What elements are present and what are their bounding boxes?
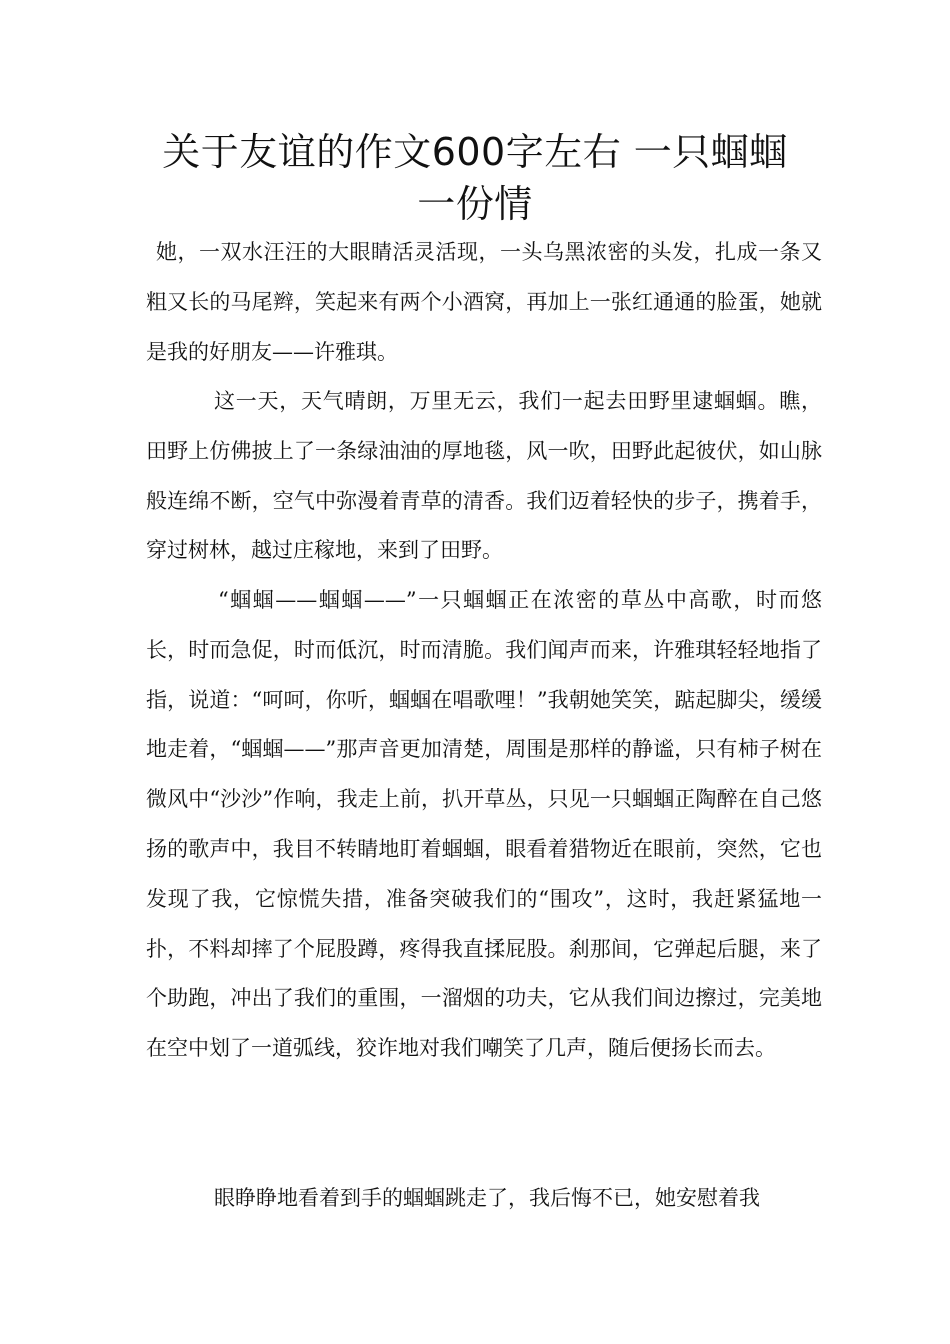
document-title-line1: 关于友谊的作文600字左右 一只蝈蝈 <box>162 130 788 174</box>
document-title-line2: 一份情 <box>417 182 533 226</box>
paragraph-4: 眼睁睁地看着到手的蝈蝈跳走了，我后悔不已，她安慰着我 <box>214 1186 760 1210</box>
paragraph-2: 这一天，天气晴朗，万里无云，我们一起去田野里逮蝈蝈。瞧，田野上仿佛披上了一条绿油油的厚地毯，风一吹，田野此起彼伏，如山脉般连绵不断，空气中弥漫着青草的清香。我们迈着轻快的步子，携着手，穿过树林，越过庄稼地，来到了田野。 <box>146 389 822 563</box>
paragraph-3: “蝈蝈——蝈蝈——”一只蝈蝈正在浓密的草丛中高歌，时而悠长，时而急促，时而低沉，时而清脆。我们闻声而来，许雅琪轻轻地指了指，说道：“呵呵，你听，蝈蝈在唱歌哩！”我朝她笑笑，踮起脚尖，缓缓地走着，“蝈蝈——”那声音更加清楚，周围是那样的静谧，只有柿子树在微风中“沙沙”作响，我走上前，扒开草丛，只见一只蝈蝈正陶醉在自己悠扬的歌声中，我目不转睛地盯着蝈蝈，眼看着猎物近在眼前，突然，它也发现了我，它惊慌失措，准备突破我们的“围攻”，这时，我赶紧猛地一扑，不料却摔了个屁股蹲，疼得我直揉屁股。刹那间，它弹起后腿，来了个助跑，冲出了我们的重围，一溜烟的功夫，它从我们间边擦过，完美地在空中划了一道弧线，狡诈地对我们嘲笑了几声，随后便扬长而去。 <box>146 588 822 1061</box>
paragraph-1: 她，一双水汪汪的大眼睛活灵活现，一头乌黑浓密的头发，扎成一条又粗又长的马尾辫，笑起来有两个小酒窝，再加上一张红通通的脸蛋，她就是我的好朋友——许雅琪。 <box>146 240 822 364</box>
